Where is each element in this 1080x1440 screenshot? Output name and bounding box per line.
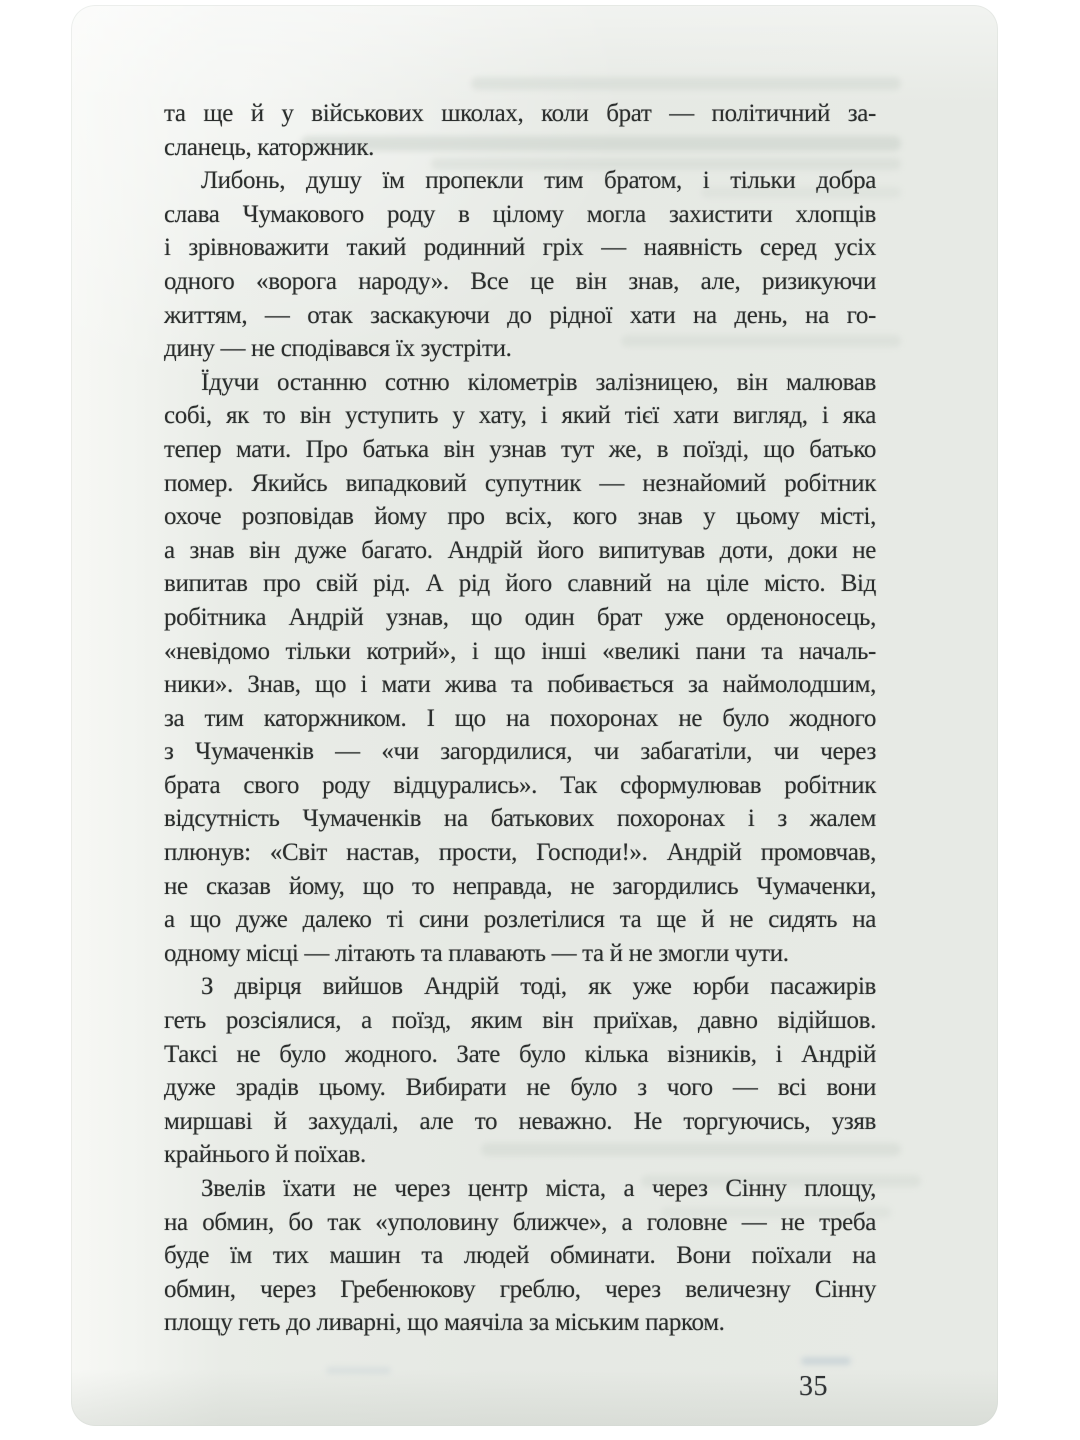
bleed-through-mark [801, 1357, 851, 1365]
text-line: слава Чумакового роду в цілому могла захистити хлопців [164, 200, 876, 228]
text-line: одному місці — літають та плавають — та й не змогли чути. [164, 939, 789, 967]
text-line: за тим каторжником. І що на похоронах не було жодного [164, 704, 876, 732]
text-line: а що дуже далеко ті сини розлетілися та ще й не сидять на [164, 906, 876, 934]
book-page-photo [71, 5, 998, 1426]
text-line: робітника Андрій узнав, що один брат уже орденоносець, [164, 603, 876, 631]
text-line: охоче розповідав йому про всіх, кого знав у цьому місті, [164, 503, 876, 531]
text-line: буде їм тих машин та людей обминати. Вони поїхали на [164, 1242, 876, 1270]
text-line: а знав він дуже багато. Андрій його випитував доти, доки не [164, 536, 876, 564]
page-number: 35 [799, 1371, 828, 1402]
page-text-column [164, 97, 876, 1340]
text-line: брата свого роду відцурались». Так сформулював робітник [164, 771, 876, 799]
text-line: дину — не сподівався їх зустріти. [164, 335, 512, 363]
text-line: тепер мати. Про батька він узнав тут же, в поїзді, що батько [164, 435, 876, 463]
text-line: випитав про свій рід. А рід його славний на ціле місто. Від [164, 570, 876, 598]
text-line: одного «ворога народу». Все це він знав, але, ризикуючи [164, 267, 876, 295]
bleed-through-mark [471, 77, 901, 90]
text-line: обмин, через Гребенюкову греблю, через величезну Сінну [164, 1275, 876, 1303]
text-line: відсутність Чумаченків на батькових похоронах і з жалем [164, 805, 876, 833]
text-line: площу геть до ливарні, що маячіла за міським парком. [164, 1309, 725, 1337]
text-line: Звелів їхати не через центр міста, а через Сінну площу, [201, 1175, 876, 1202]
text-line: ники». Знав, що і мати жива та побивається за наймолодшим, [164, 671, 876, 699]
text-line: дуже зрадів цьому. Вибирати не було з чого — всі вони [164, 1074, 876, 1102]
text-line: «невідомо тільки котрий», і що інші «великі пани та началь- [164, 637, 876, 665]
text-line: життям, — отак заскакуючи до рідної хати на день, на го- [164, 301, 876, 329]
text-line: крайнього й поїхав. [164, 1141, 366, 1169]
text-line: Їдучи останню сотню кілометрів залізницею, він малював [201, 368, 876, 396]
text-line: миршаві й захудалі, але то неважно. Не торгуючись, узяв [164, 1107, 876, 1135]
text-line: сланець, каторжник. [164, 133, 375, 161]
text-line: Таксі не було жодного. Зате було кілька візників, і Андрій [164, 1040, 876, 1068]
text-line: та ще й у військових школах, коли брат — політичний за- [164, 100, 876, 127]
text-line: помер. Якийсь випадковий супутник — незнайомий робітник [164, 469, 876, 497]
text-line: геть розсіялися, а поїзд, яким він приїхав, давно відійшов. [164, 1007, 876, 1035]
text-line: на обмин, бо так «уполовину ближче», а головне — не треба [164, 1208, 876, 1236]
bleed-through-mark [326, 1367, 391, 1374]
text-line: з Чумаченків — «чи загордилися, чи забагатіли, чи через [164, 738, 876, 766]
text-line: собі, як то він уступить у хату, і який тієї хати вигляд, і яка [164, 402, 876, 430]
text-line: плюнув: «Світ настав, прости, Господи!». Андрій промовчав, [164, 839, 876, 867]
text-line: і зрівноважити такий родинний гріх — наявність серед усіх [164, 234, 876, 262]
text-line: не сказав йому, що то неправда, не загордились Чумаченки, [164, 872, 876, 900]
text-line: Либонь, душу їм пропекли тим братом, і тільки добра [201, 167, 876, 195]
text-line: З двірця вийшов Андрій тоді, як уже юрби пасажирів [201, 973, 876, 1001]
